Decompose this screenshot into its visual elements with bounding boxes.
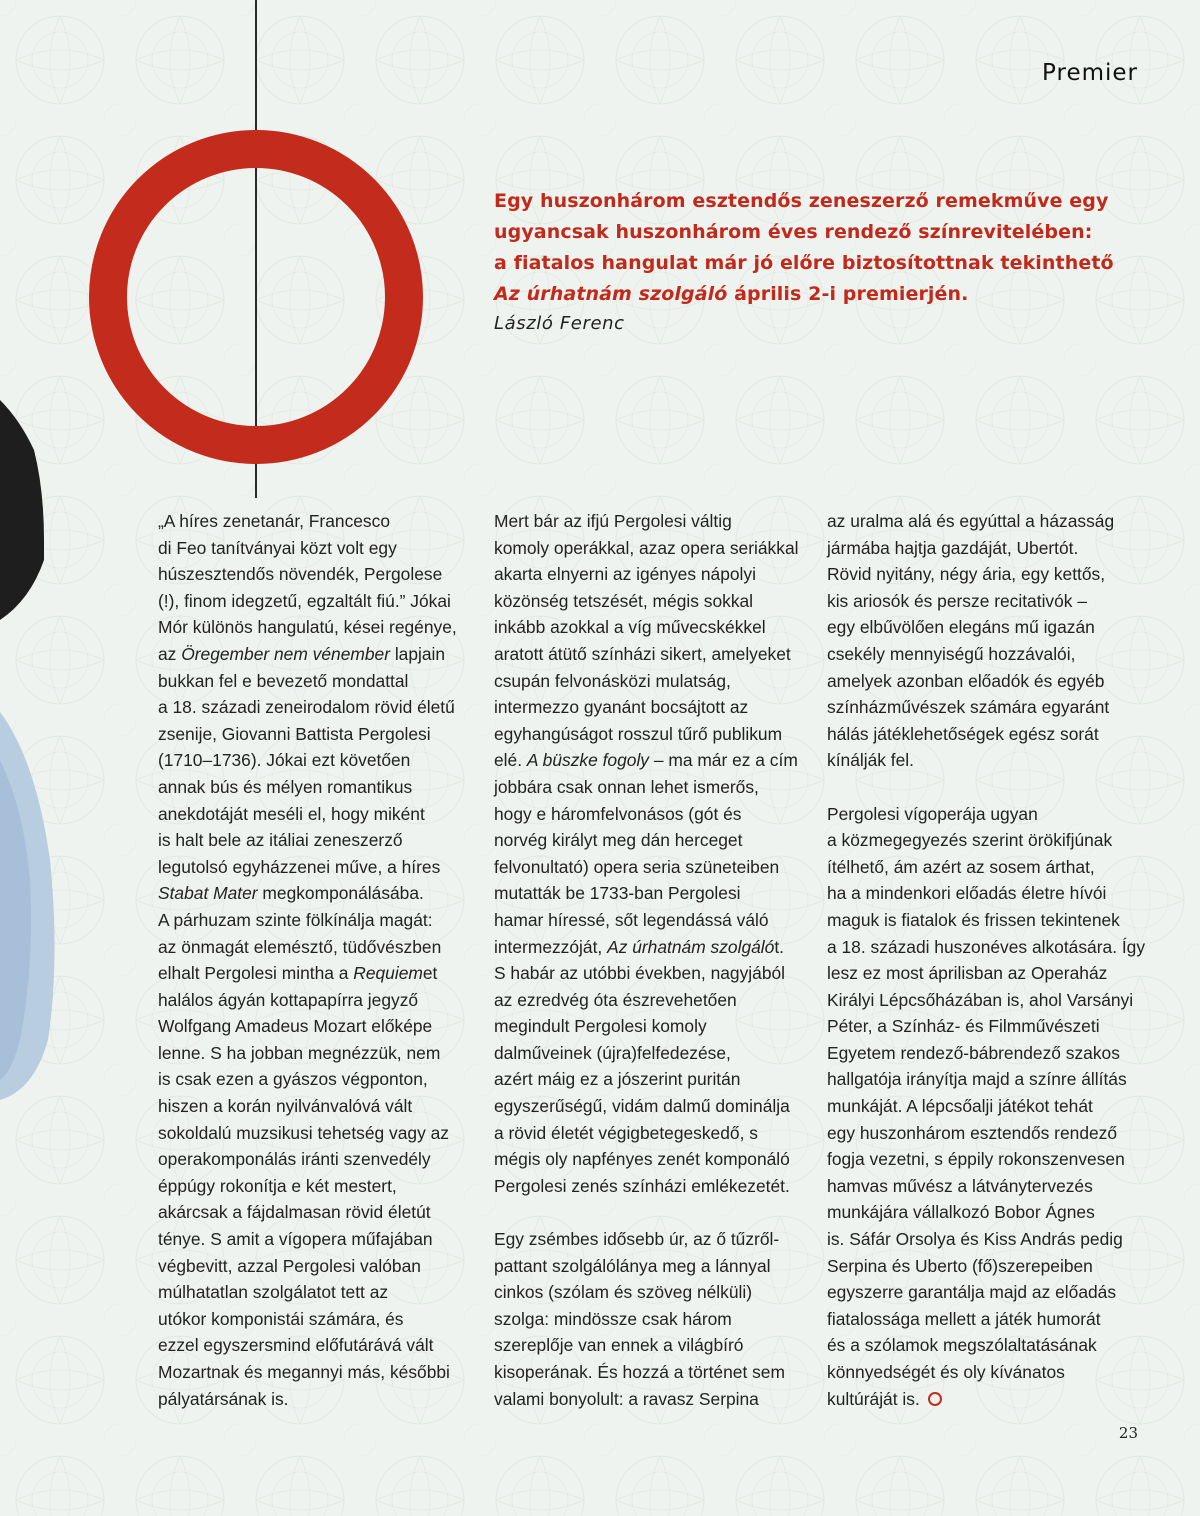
text-line: akárcsak a fájdalmasan rövid életút <box>158 1202 431 1223</box>
article-column-1 <box>158 508 478 1412</box>
text-line: közönség tetszését, mégis sokkal <box>494 590 754 611</box>
text-line: kisoperának. És hozzá a történet sem <box>494 1362 785 1382</box>
text-line: munkáját. A lépcsőalji játékot tehát <box>827 1096 1093 1117</box>
text-line: fiatalossága mellett a játék humorát <box>827 1308 1101 1329</box>
text-line <box>158 641 478 668</box>
lead-line <box>494 279 1134 310</box>
text-line: az ezredvég óta észrevehetően <box>494 989 737 1010</box>
text-segment: az <box>158 643 182 664</box>
text-line: kis ariosók és persze recitativók – <box>827 590 1087 611</box>
text-line: ítélhető, ám azért az sosem árthat, <box>827 856 1095 877</box>
text-line: munkájára vállalkozó Bobor Ágnes <box>827 1202 1095 1223</box>
text-line: Serpina és Uberto (fő)szerepeiben <box>827 1255 1093 1276</box>
text-line: hogy e háromfelvonásos (gót és <box>494 803 742 824</box>
text-line: hiszen a korán nyilvánvalóvá vált <box>158 1096 413 1117</box>
text-line: egyszerre garantálja majd az előadás <box>827 1282 1117 1303</box>
text-line: mutatták be 1733-ban Pergolesi <box>494 883 741 904</box>
end-mark-circle <box>928 1392 942 1406</box>
text-line: komoly operákkal, azaz opera seriákkal <box>494 537 799 558</box>
text-line: is. Sáfár Orsolya és Kiss András pedig <box>827 1229 1123 1250</box>
text-segment: intermezzóját, <box>494 936 608 957</box>
text-line: hamar híressé, sőt legendássá váló <box>494 909 769 930</box>
text-line: utókor komponistái számára, és <box>158 1308 404 1329</box>
text-line <box>494 747 814 774</box>
text-line: Királyi Lépcsőházában is, ahol Varsányi <box>827 989 1134 1010</box>
text-line: sokoldalú muzsikusi tehetség vagy az <box>158 1122 449 1143</box>
text-line: jármába hajtja gazdáját, Ubertót. <box>827 537 1079 558</box>
text-line: annak bús és mélyen romantikus <box>158 776 413 797</box>
text-line <box>158 880 478 907</box>
text-line: is halt bele az itáliai zeneszerző <box>158 830 403 851</box>
text-line: kínálják fel. <box>827 750 914 771</box>
text-line: halálos ágyán kottapapírra jegyző <box>158 989 419 1010</box>
text-line: zsenije, Giovanni Battista Pergolesi <box>158 723 431 744</box>
text-line: csupán felvonásközi mulatság, <box>494 670 731 691</box>
text-line: pályatársának is. <box>158 1388 289 1409</box>
italic-title: Öregember nem vénember <box>181 643 390 664</box>
text-line: pattant szolgálólánya meg a lánnyal <box>494 1255 771 1276</box>
text-segment: elé. <box>494 750 527 771</box>
author-byline: László Ferenc <box>494 313 625 334</box>
text-line: fogja vezetni, s éppily rokonszenvesen <box>827 1149 1125 1170</box>
text-line: éppúgy rokonítja e két mestert, <box>158 1175 397 1196</box>
article-column-2 <box>494 508 814 1412</box>
text-segment: lapjain <box>389 643 446 664</box>
text-line: (!), finom idegzetű, egzaltált fiú.” Jókai <box>158 590 451 611</box>
cropped-photo-edge <box>0 0 70 1516</box>
lead-line: ugyancsak huszonhárom éves rendező színrevitelében: <box>494 221 1093 243</box>
text-line: ténye. S amit a vígopera műfajában <box>158 1229 433 1250</box>
text-line: ezzel egyszersmind előfutárává vált <box>158 1335 434 1356</box>
text-line: szolga: mindössze csak három <box>494 1308 732 1329</box>
text-line: egyszerűségű, vidám dalmű dominálja <box>494 1096 790 1117</box>
text-line: legutolsó egyházzenei műve, a híres <box>158 856 441 877</box>
page-number: 23 <box>1118 1424 1138 1442</box>
text-line: színházművészek számára egyaránt <box>827 697 1110 718</box>
text-line: hamvas művész a látványtervezés <box>827 1175 1093 1196</box>
lead-line: a fiatalos hangulat már jó előre biztosítottnak tekinthető <box>494 252 1114 274</box>
text-line: a 18. századi huszonéves alkotására. Így <box>827 936 1146 957</box>
text-line: operakomponálás iránti szenvedély <box>158 1149 431 1170</box>
lead-title-italic: Az úrhatnám szolgáló <box>494 283 728 305</box>
text-line: kultúráját is. <box>827 1386 1147 1413</box>
text-line: amelyek azonban előadók és egyéb <box>827 670 1105 691</box>
text-line: bukkan fel e bevezető mondattal <box>158 670 409 691</box>
text-line <box>494 934 814 961</box>
text-segment: et <box>422 963 438 984</box>
text-line: lenne. S ha jobban megnézzük, nem <box>158 1042 441 1063</box>
text-line: azért máig ez a jószerint puritán <box>494 1069 741 1090</box>
text-line: Egy zsémbes idősebb úr, az ő tűzről- <box>494 1229 780 1250</box>
text-line: múlhatatlan szolgálatot tett az <box>158 1282 389 1303</box>
lead-line-rest: április 2-i premierjén. <box>727 283 969 305</box>
text-line: egy huszonhárom esztendős rendező <box>827 1122 1118 1143</box>
text-line: is csak ezen a gyászos végponton, <box>158 1069 428 1090</box>
italic-title: Az úrhatnám szolgáló <box>607 936 775 957</box>
text-line: Egyetem rendező-bábrendező szakos <box>827 1042 1120 1063</box>
italic-title: Stabat Mater <box>158 883 258 904</box>
text-line: és a szólamok megszólaltatásának <box>827 1335 1097 1356</box>
text-line: végbevitt, azzal Pergolesi valóban <box>158 1255 421 1276</box>
text-line: cinkos (szólam és szöveg nélküli) <box>494 1282 753 1303</box>
red-ring-graphic <box>89 130 423 464</box>
paragraph-break <box>827 774 1147 801</box>
paragraph-break <box>494 1199 814 1226</box>
lead-paragraph <box>494 186 1134 310</box>
text-line: valami bonyolult: a ravasz Serpina <box>494 1388 759 1409</box>
text-line: jobbára csak onnan lehet ismerős, <box>494 776 759 797</box>
text-line: Mozartnak és megannyi más, későbbi <box>158 1362 450 1382</box>
text-line: az önmagát elemésztő, tüdővészben <box>158 936 442 957</box>
italic-title: A büszke fogoly <box>526 750 649 771</box>
text-line: a közmegegyezés szerint örökifjúnak <box>827 830 1113 851</box>
text-line: A párhuzam szinte fölkínálja magát: <box>158 909 433 930</box>
text-line: lesz ez most áprilisban az Operaház <box>827 963 1108 984</box>
lead-line: Egy huszonhárom esztendős zeneszerző remekműve egy <box>494 190 1109 212</box>
text-line: könnyedségét és oly kívánatos <box>827 1362 1065 1382</box>
section-label: Premier <box>1042 60 1138 86</box>
text-segment: t. <box>774 936 784 957</box>
text-line: S habár az utóbbi években, nagyjából <box>494 963 786 984</box>
italic-title: Requiem <box>353 963 423 984</box>
text-line: ha a mindenkori előadás életre hívói <box>827 883 1107 904</box>
text-line: anekdotáját meséli el, hogy miként <box>158 803 425 824</box>
text-line: akarta elnyerni az igényes nápolyi <box>494 564 756 585</box>
text-line: Wolfgang Amadeus Mozart előképe <box>158 1016 433 1037</box>
text-line: Pergolesi zenés színházi emlékezetét. <box>494 1175 790 1196</box>
text-line: egyhangúságot rosszul tűrő publikum <box>494 723 783 744</box>
text-line: di Feo tanítványai közt volt egy <box>158 537 397 558</box>
text-line: egy elbűvölően elegáns mű igazán <box>827 617 1095 638</box>
text-segment: – ma már ez a cím <box>649 750 798 771</box>
text-line: norvég királyt meg dán herceget <box>494 830 743 851</box>
text-segment: megkomponálásába. <box>257 883 424 904</box>
text-line: a 18. századi zeneirodalom rövid életű <box>158 697 455 718</box>
text-line: húszesztendős növendék, Pergolese <box>158 564 443 585</box>
text-line: „A híres zenetanár, Francesco <box>158 511 390 531</box>
text-line: intermezzo gyanánt bocsájtott az <box>494 697 749 718</box>
text-line: Mór különös hangulatú, kései regénye, <box>158 617 457 638</box>
text-line: megindult Pergolesi komoly <box>494 1016 707 1037</box>
text-line: Pergolesi vígoperája ugyan <box>827 803 1038 824</box>
text-line: hálás játéklehetőségek egész sorát <box>827 723 1099 744</box>
text-line <box>158 960 478 987</box>
text-line: az uralma alá és egyúttal a házasság <box>827 511 1115 531</box>
text-line: (1710–1736). Jókai ezt követően <box>158 750 411 771</box>
text-line: inkább azokkal a víg művecskékkel <box>494 617 766 638</box>
text-line: aratott átütő színházi sikert, amelyeket <box>494 643 791 664</box>
text-line: felvonultató) opera seria szüneteiben <box>494 856 780 877</box>
text-line: Rövid nyitány, négy ária, egy kettős, <box>827 564 1106 585</box>
text-line: hallgatója irányítja majd a színre állítás <box>827 1069 1127 1090</box>
text-line: mégis oly napfényes zenét komponáló <box>494 1149 790 1170</box>
text-line: Mert bár az ifjú Pergolesi váltig <box>494 511 732 531</box>
text-segment: elhalt Pergolesi mintha a <box>158 963 354 984</box>
text-line: csekély mennyiségű hozzávalói, <box>827 643 1076 664</box>
text-line: Péter, a Színház- és Filmművészeti <box>827 1016 1100 1037</box>
text-line: dalműveinek (újra)felfedezése, <box>494 1042 731 1063</box>
text-line: szereplője van ennek a világbíró <box>494 1335 744 1356</box>
article-column-3 <box>827 508 1147 1412</box>
text-line: maguk is fiatalok és frissen tekintenek <box>827 909 1120 930</box>
text-line: a rövid életét végigbetegeskedő, s <box>494 1122 758 1143</box>
